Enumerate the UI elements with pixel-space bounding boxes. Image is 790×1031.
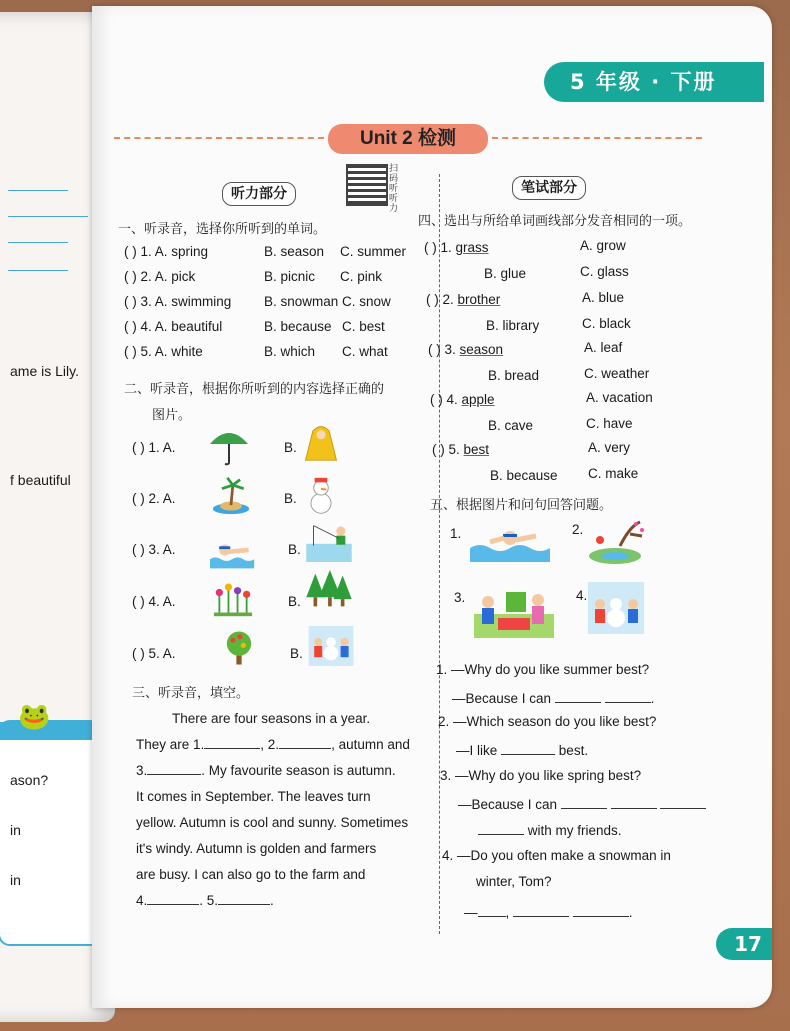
grade-tab: 5 年级 · 下册 <box>544 62 764 102</box>
q4-word: apple <box>461 392 495 407</box>
q5-4b: winter, Tom? <box>476 874 552 889</box>
q4-1-c: C. glass <box>580 264 629 279</box>
flowers-icon <box>210 578 256 618</box>
right-page <box>92 6 772 1008</box>
a5-3 <box>458 796 706 812</box>
q4-word: brother <box>457 292 501 307</box>
q1-5-b: B. which <box>264 344 316 359</box>
q2-4: ( ) 4. A. <box>132 594 176 609</box>
passage-text: , autumn and <box>331 737 410 752</box>
q1-1-c: C. summer <box>340 244 407 259</box>
page-number: 17 <box>716 928 772 960</box>
rule-line <box>8 270 68 271</box>
q4-num: ( ) 1. <box>424 240 452 255</box>
q4-2-b: B. library <box>486 318 540 333</box>
q2-5-b: B. <box>290 646 303 661</box>
left-text: in <box>10 822 21 838</box>
blank-3-field[interactable] <box>147 762 201 775</box>
children-snowman-icon <box>308 626 354 666</box>
q5-1: 1. —Why do you like summer best? <box>436 662 650 677</box>
snowman-icon <box>298 476 344 516</box>
pic-label: 4. <box>576 588 588 603</box>
q4-2-a: A. blue <box>582 290 625 305</box>
q1-2: ( ) 2. A. pick <box>124 269 196 284</box>
divider <box>492 137 702 139</box>
q1-5-c: C. what <box>342 344 388 359</box>
q4-num: ( ) 3. <box>428 342 456 357</box>
passage-line <box>136 888 426 914</box>
a5-3b <box>478 822 622 838</box>
answer-text: best. <box>558 743 589 758</box>
q4-5-a: A. very <box>588 440 631 455</box>
part5-heading: 五、根据图片和问句回答问题。 <box>430 498 613 513</box>
left-text: in <box>10 872 21 888</box>
rule-line <box>8 242 68 243</box>
fruit-tree-icon <box>216 628 262 668</box>
qr-code-icon[interactable] <box>346 164 388 206</box>
q4-3 <box>428 342 503 357</box>
q4-1 <box>424 240 489 255</box>
answer-blank-field[interactable] <box>573 904 629 917</box>
fishing-icon <box>306 522 352 562</box>
pic-label: 1. <box>450 526 462 541</box>
divider <box>114 137 324 139</box>
pond-picture <box>580 516 650 566</box>
snowman-kids-picture <box>588 582 644 634</box>
q4-1-a: A. grow <box>580 238 626 253</box>
q5-3: 3. —Why do you like spring best? <box>440 768 642 783</box>
passage-text: 3. <box>136 763 148 778</box>
a5-4: — , . <box>464 905 633 920</box>
blank-4-field[interactable] <box>147 892 199 905</box>
answer-text: —I like <box>456 743 498 758</box>
rule-line <box>8 190 68 191</box>
q2-2-b: B. <box>284 491 297 506</box>
q2-1: ( ) 1. A. <box>132 440 176 455</box>
pic-label: 3. <box>454 590 466 605</box>
answer-text: with my friends. <box>527 823 622 838</box>
q1-4-b: B. because <box>264 319 332 334</box>
q4-word: season <box>459 342 504 357</box>
part4-heading: 四、选出与所给单词画线部分发音相同的一项。 <box>418 214 692 229</box>
blank-2-field[interactable] <box>279 736 331 749</box>
q2-3: ( ) 3. A. <box>132 542 176 557</box>
picnic-picture <box>474 584 554 638</box>
q5-4: 4. —Do you often make a snowman in <box>442 848 671 863</box>
q4-5 <box>432 442 489 457</box>
q4-5-c: C. make <box>588 466 639 481</box>
q1-3-c: C. snow <box>342 294 391 309</box>
q1-4: ( ) 4. A. beautiful <box>124 319 223 334</box>
part2-heading-2: 图片。 <box>152 408 192 423</box>
q4-num: ( ) 5. <box>432 442 460 457</box>
left-text: ason? <box>10 772 49 788</box>
column-divider <box>439 174 440 934</box>
q1-1-b: B. season <box>264 244 325 259</box>
q4-num: ( ) 2. <box>426 292 454 307</box>
q4-num: ( ) 4. <box>430 392 458 407</box>
left-text: ame is Lily. <box>10 363 79 379</box>
a5-2 <box>456 742 588 758</box>
q1-3: ( ) 3. A. swimming <box>124 294 232 309</box>
answer-text: —Because I can <box>458 797 558 812</box>
written-label: 笔试部分 <box>512 176 586 200</box>
q4-word: best <box>463 442 490 457</box>
swimming-icon <box>210 530 256 570</box>
q1-5: ( ) 5. A. white <box>124 344 203 359</box>
rule-line <box>8 216 88 217</box>
q4-3-a: A. leaf <box>584 340 623 355</box>
passage-line: yellow. Autumn is cool and sunny. Sometimes <box>136 815 409 830</box>
answer-blank-field[interactable] <box>605 690 651 703</box>
q4-4-b: B. cave <box>488 418 534 433</box>
q4-2-c: C. black <box>582 316 631 331</box>
passage-text: . <box>270 893 274 908</box>
part2-heading: 二、听录音，根据你所听到的内容选择正确的 <box>124 382 385 397</box>
blank-5-field[interactable] <box>218 892 270 905</box>
answer-blank-field[interactable] <box>478 822 524 835</box>
q1-2-c: C. pink <box>340 269 383 284</box>
passage-line: There are four seasons in a year. <box>172 711 371 726</box>
q1-3-b: B. snowman <box>264 294 339 309</box>
answer-blank-field[interactable] <box>478 904 506 917</box>
answer-blank-field[interactable] <box>501 742 555 755</box>
q1-2-b: B. picnic <box>264 269 316 284</box>
answer-blank-field[interactable] <box>660 796 706 809</box>
answer-blank-field[interactable] <box>611 796 657 809</box>
passage-line: It comes in September. The leaves turn <box>136 789 371 804</box>
a5-1: —Because I can . <box>452 691 655 706</box>
cloze-passage <box>136 706 426 914</box>
q2-3-b: B. <box>288 542 301 557</box>
passage-text: 4. <box>136 893 148 908</box>
island-icon <box>208 476 254 516</box>
trees-icon <box>306 570 352 610</box>
passage-text: . My favourite season is autumn. <box>201 763 396 778</box>
swimmer-picture <box>470 522 556 562</box>
frog-icon: 🐸 <box>18 702 51 732</box>
passage-text: . 5. <box>199 893 219 908</box>
q2-2: ( ) 2. A. <box>132 491 176 506</box>
listening-label: 听力部分 <box>222 182 296 206</box>
q4-4-c: C. have <box>586 416 633 431</box>
q4-3-b: B. bread <box>488 368 540 383</box>
passage-line: it's windy. Autumn is golden and farmers <box>136 841 377 856</box>
q4-4 <box>430 392 495 407</box>
q1-4-c: C. best <box>342 319 385 334</box>
q5-2: 2. —Which season do you like best? <box>438 714 657 729</box>
q4-2 <box>426 292 500 307</box>
passage-line <box>136 732 426 758</box>
left-text: f beautiful <box>10 472 71 488</box>
q4-4-a: A. vacation <box>586 390 653 405</box>
answer-text: —Because I can <box>452 691 552 706</box>
qr-label: 扫码听听力 <box>389 164 399 214</box>
pic-label: 2. <box>572 522 584 537</box>
q2-4-b: B. <box>288 594 301 609</box>
passage-text: They are 1. <box>136 737 205 752</box>
q4-1-b: B. glue <box>484 266 527 281</box>
answer-blank-field[interactable] <box>555 690 601 703</box>
passage-text: , 2. <box>260 737 280 752</box>
q2-5: ( ) 5. A. <box>132 646 176 661</box>
part3-heading: 三、听录音，填空。 <box>132 686 250 701</box>
umbrella-icon <box>206 426 252 466</box>
raincoat-icon <box>298 422 344 462</box>
blank-1-field[interactable] <box>204 736 260 749</box>
part1-heading: 一、听录音，选择你所听到的单词。 <box>118 222 327 237</box>
passage-line <box>136 758 426 784</box>
q2-1-b: B. <box>284 440 297 455</box>
answer-text: — <box>464 905 478 920</box>
passage-line: are busy. I can also go to the farm and <box>136 867 366 882</box>
answer-blank-field[interactable] <box>561 796 607 809</box>
q4-5-b: B. because <box>490 468 558 483</box>
unit-title: Unit 2 检测 <box>328 124 488 154</box>
q1-1: ( ) 1. A. spring <box>124 244 209 259</box>
q4-word: grass <box>455 240 489 255</box>
answer-blank-field[interactable] <box>513 904 569 917</box>
q4-3-c: C. weather <box>584 366 650 381</box>
